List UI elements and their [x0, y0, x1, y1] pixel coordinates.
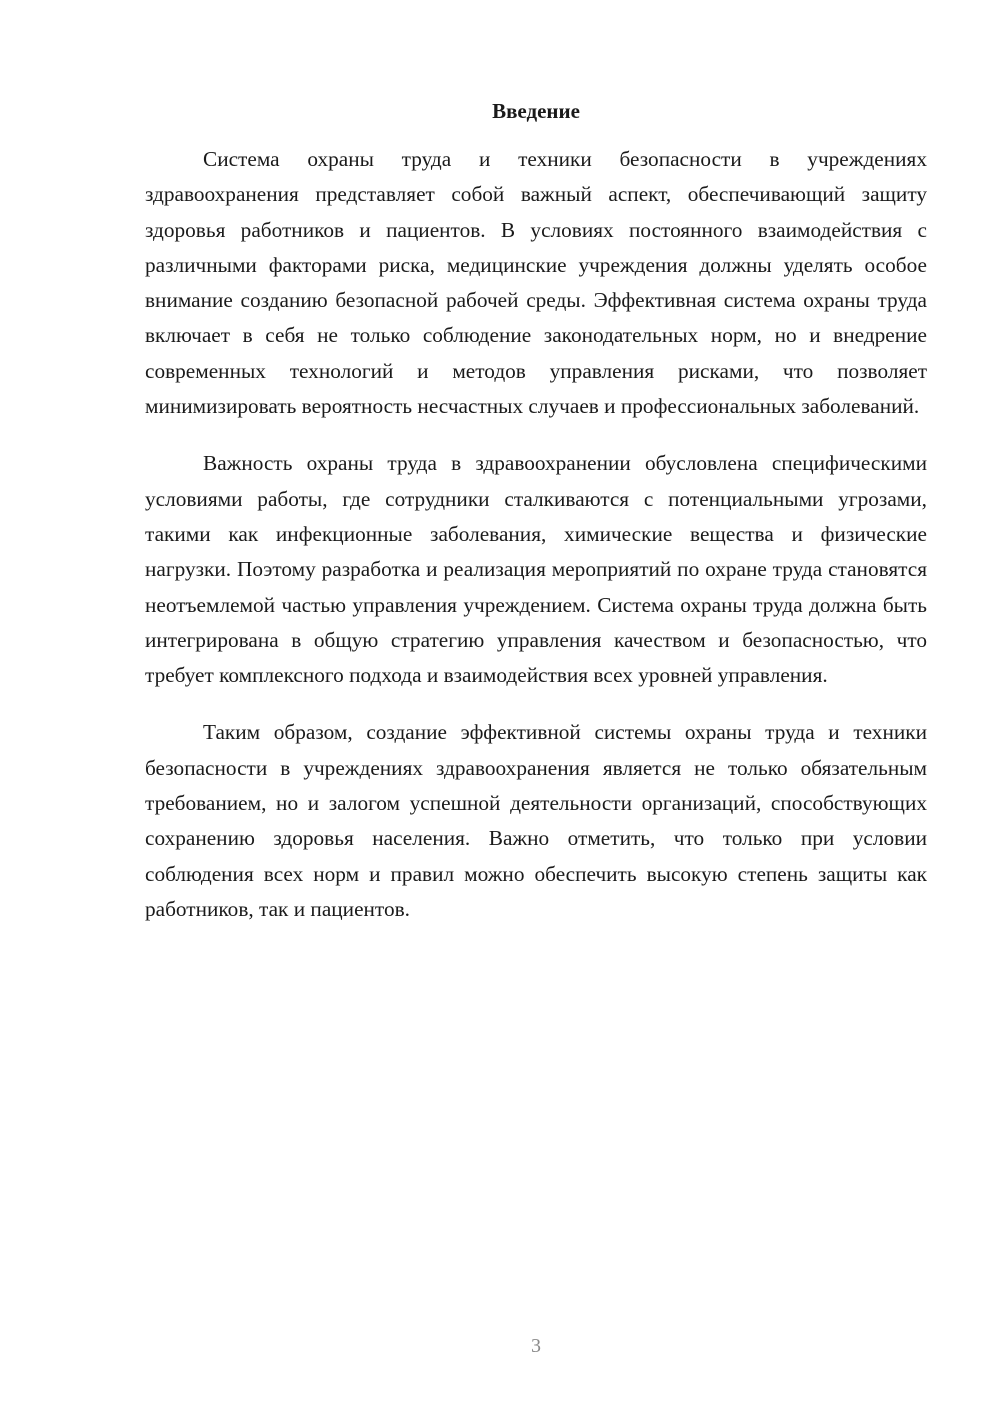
section-heading	[145, 97, 927, 125]
paragraph-3: Таким образом, создание эффективной системы охраны труда и техники безопасности в учреждениях здравоохранения является не только обязательным требованием, но и залогом успешной деятельности организаций, способствующих сохранению здоровья населения. Важно отметить, что только при условии соблюдения всех норм и правил можно обеспечить высокую степень защиты как работников, так и пациентов.	[145, 720, 927, 921]
page-number: 3	[531, 1335, 541, 1357]
paragraph-2: Важность охраны труда в здравоохранении обусловлена специфическими условиями работы, где сотрудники сталкиваются с потенциальными угрозами, такими как инфекционные заболевания, химические вещества и физические нагрузки. Поэтому разработка и реализация мероприятий по охране труда становятся неотъемлемой частью управления учреждением. Система охраны труда должна быть интегрирована в общую стратегию управления качеством и безопасностью, что требует комплексного подхода и взаимодействия всех уровней управления.	[145, 451, 927, 688]
paragraph-1: Система охраны труда и техники безопасности в учреждениях здравоохранения представляет собой важный аспект, обеспечивающий защиту здоровья работников и пациентов. В условиях постоянного взаимодействия с различными факторами риска, медицинские учреждения должны уделять особое внимание созданию безопасной рабочей среды. Эффективная система охраны труда включает в себя не только соблюдение законодательных норм, но и внедрение современных технологий и методов управления рисками, что позволяет минимизировать вероятность несчастных случаев и профессиональных заболеваний.	[145, 147, 927, 419]
body-text	[145, 142, 927, 949]
section-heading-text: Введение	[492, 99, 580, 123]
